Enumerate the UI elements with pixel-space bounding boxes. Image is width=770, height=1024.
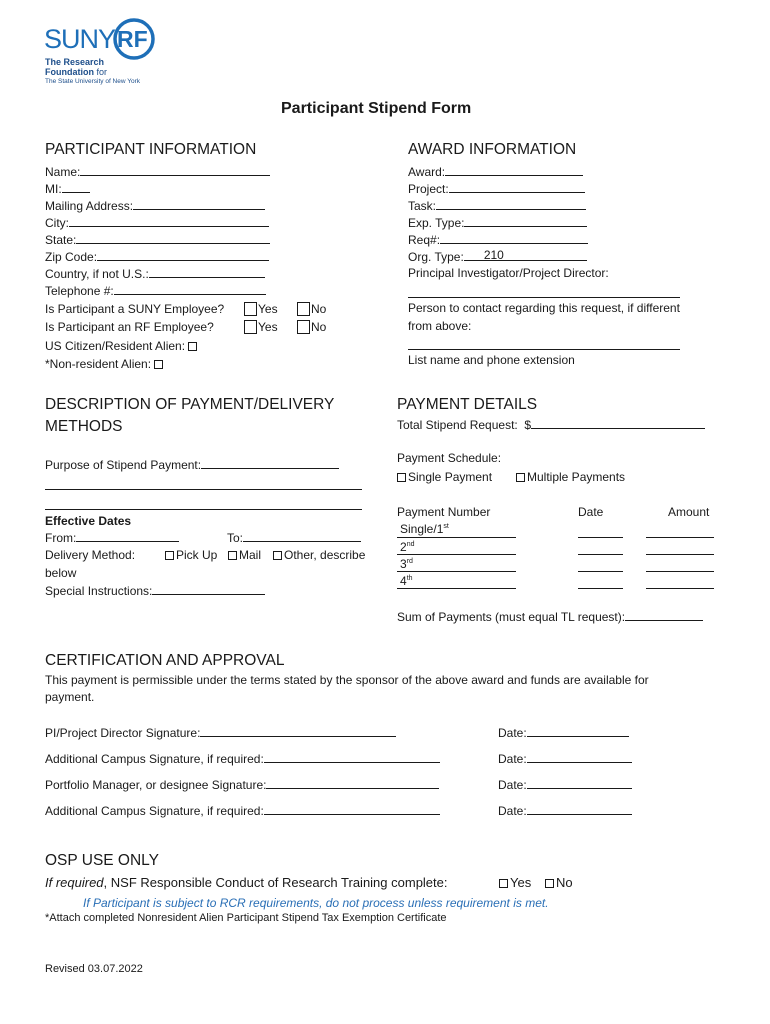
to-field[interactable] xyxy=(243,530,361,542)
org-type-label: Org. Type: xyxy=(408,250,464,264)
col-amount: Amount xyxy=(668,505,710,519)
col-date: Date xyxy=(578,505,604,519)
project-field[interactable] xyxy=(449,181,585,193)
req-field[interactable] xyxy=(440,232,588,244)
payment-amount-field-1[interactable] xyxy=(646,537,714,538)
schedule-label: Payment Schedule: xyxy=(397,451,502,465)
nsf-label: , NSF Responsible Conduct of Research Training complete: xyxy=(103,875,448,890)
additional-signature-2-label: Additional Campus Signature, if required: xyxy=(45,804,264,818)
task-field[interactable] xyxy=(436,198,586,210)
from-label: From: xyxy=(45,531,77,545)
pi-field[interactable] xyxy=(408,297,680,298)
country-label: Country, if not U.S.: xyxy=(45,267,149,281)
description-heading-2: METHODS xyxy=(45,418,123,435)
total-label: Total Stipend Request: xyxy=(397,418,518,432)
sum-field[interactable] xyxy=(625,609,703,621)
payment-date-field-1[interactable] xyxy=(578,537,623,538)
purpose-field[interactable] xyxy=(201,457,339,469)
state-field[interactable] xyxy=(76,232,270,244)
sum-label: Sum of Payments (must equal TL request): xyxy=(397,610,626,624)
city-label: City: xyxy=(45,216,69,230)
multiple-payments-label: Multiple Payments xyxy=(527,470,626,484)
special-instructions-field[interactable] xyxy=(152,583,265,595)
list-name-label: List name and phone extension xyxy=(408,353,575,367)
payment-date-field-4[interactable] xyxy=(578,588,623,589)
to-label: To: xyxy=(227,531,244,545)
project-label: Project: xyxy=(408,182,449,196)
payment-row-3: 3rd xyxy=(400,557,413,571)
suny-employee-yes-checkbox[interactable] xyxy=(244,302,257,316)
certification-heading: CERTIFICATION AND APPROVAL xyxy=(45,652,285,669)
purpose-label: Purpose of Stipend Payment: xyxy=(45,458,202,472)
logo-line2-for: for xyxy=(96,67,108,77)
logo-line2: Foundation xyxy=(45,67,94,77)
nonresident-label: *Non-resident Alien: xyxy=(45,357,152,371)
single-payment-label: Single Payment xyxy=(408,470,493,484)
additional-date-1-field[interactable] xyxy=(527,751,632,763)
payment-amount-field-4[interactable] xyxy=(646,588,714,589)
citizen-label: US Citizen/Resident Alien: xyxy=(45,339,186,353)
state-label: State: xyxy=(45,233,77,247)
contact-label-1: Person to contact regarding this request, if different xyxy=(408,301,680,315)
telephone-field[interactable] xyxy=(114,283,266,295)
additional-date-2-label: Date: xyxy=(498,804,527,818)
citizen-checkbox[interactable] xyxy=(188,342,197,351)
name-label: Name: xyxy=(45,165,81,179)
mailing-label: Mailing Address: xyxy=(45,199,134,213)
if-required-label: If required xyxy=(45,875,104,890)
purpose-field-line3[interactable] xyxy=(45,509,362,510)
additional-date-1-label: Date: xyxy=(498,752,527,766)
payment-row-2: 2nd xyxy=(400,540,415,554)
mi-field[interactable] xyxy=(62,181,90,193)
award-heading: AWARD INFORMATION xyxy=(408,141,577,158)
payment-row-1: Single/1st xyxy=(400,522,449,536)
pickup-label: Pick Up xyxy=(176,548,218,562)
form-title: Participant Stipend Form xyxy=(281,100,472,117)
pi-label: Principal Investigator/Project Director: xyxy=(408,266,609,280)
certification-text-2: payment. xyxy=(45,690,95,704)
award-field[interactable] xyxy=(445,164,583,176)
payment-number-field-3[interactable] xyxy=(397,571,516,572)
additional-signature-1-field[interactable] xyxy=(264,751,440,763)
nsf-no-checkbox[interactable] xyxy=(545,879,554,888)
award-label: Award: xyxy=(408,165,446,179)
mail-checkbox[interactable] xyxy=(228,551,237,560)
contact-field[interactable] xyxy=(408,349,680,350)
payment-number-field-4[interactable] xyxy=(397,588,516,589)
task-label: Task: xyxy=(408,199,437,213)
exp-type-field[interactable] xyxy=(464,215,587,227)
special-instructions-label: Special Instructions: xyxy=(45,584,153,598)
rf-employee-no-checkbox[interactable] xyxy=(297,320,310,334)
nsf-yes-checkbox[interactable] xyxy=(499,879,508,888)
payment-amount-field-2[interactable] xyxy=(646,554,714,555)
purpose-field-line2[interactable] xyxy=(45,489,362,490)
certification-text-1: This payment is permissible under the terms stated by the sponsor of the above award and funds are available for xyxy=(45,673,649,687)
additional-signature-1-label: Additional Campus Signature, if required: xyxy=(45,752,264,766)
payment-number-field-1[interactable] xyxy=(397,537,516,538)
payment-row-4: 4th xyxy=(400,574,413,588)
portfolio-date-field[interactable] xyxy=(527,777,632,789)
below-label: below xyxy=(45,566,77,580)
from-field[interactable] xyxy=(76,530,179,542)
pi-date-field[interactable] xyxy=(527,725,629,737)
pickup-checkbox[interactable] xyxy=(165,551,174,560)
payment-amount-field-3[interactable] xyxy=(646,571,714,572)
pi-signature-field[interactable] xyxy=(200,725,396,737)
revised-date: Revised 03.07.2022 xyxy=(45,963,143,975)
description-heading-1: DESCRIPTION OF PAYMENT/DELIVERY xyxy=(45,396,335,413)
zip-field[interactable] xyxy=(97,249,269,261)
portfolio-signature-label: Portfolio Manager, or designee Signature: xyxy=(45,778,267,792)
other-label: Other, describe xyxy=(284,548,366,562)
attach-note: *Attach completed Nonresident Alien Participant Stipend Tax Exemption Certificate xyxy=(45,912,447,924)
logo-line3: The State University of New York xyxy=(45,78,141,85)
payment-heading: PAYMENT DETAILS xyxy=(397,396,538,413)
payment-number-field-2[interactable] xyxy=(397,554,516,555)
city-field[interactable] xyxy=(69,215,269,227)
rf-employee-question: Is Participant an RF Employee? xyxy=(45,320,214,334)
payment-date-field-3[interactable] xyxy=(578,571,623,572)
nonresident-checkbox[interactable] xyxy=(154,360,163,369)
mi-label: MI: xyxy=(45,182,62,196)
payment-date-field-2[interactable] xyxy=(578,554,623,555)
rf-employee-yes-checkbox[interactable] xyxy=(244,320,257,334)
pi-date-label: Date: xyxy=(498,726,527,740)
country-field[interactable] xyxy=(149,266,265,278)
mailing-field[interactable] xyxy=(133,198,265,210)
additional-signature-2-field[interactable] xyxy=(264,803,440,815)
name-field[interactable] xyxy=(80,164,200,176)
nsf-no-label: No xyxy=(556,875,573,890)
additional-date-2-field[interactable] xyxy=(527,803,632,815)
req-label: Req#: xyxy=(408,233,441,247)
contact-label-2: from above: xyxy=(408,319,472,333)
mail-label: Mail xyxy=(239,548,262,562)
logo-line1: The Research xyxy=(45,57,105,67)
total-field[interactable] xyxy=(531,417,705,429)
portfolio-signature-field[interactable] xyxy=(266,777,439,789)
nsf-yes-label: Yes xyxy=(510,875,532,890)
exp-type-label: Exp. Type: xyxy=(408,216,465,230)
rcr-note: If Participant is subject to RCR requirements, do not process unless requirement is met. xyxy=(83,896,549,910)
dollar-sign: $ xyxy=(524,418,532,432)
org-type-field[interactable] xyxy=(464,249,587,261)
org-type-value: 210 xyxy=(483,248,504,262)
portfolio-date-label: Date: xyxy=(498,778,527,792)
participant-heading: PARTICIPANT INFORMATION xyxy=(45,141,257,158)
logo-suny: SUNY xyxy=(44,24,116,54)
suny-yes-label: Yes xyxy=(258,302,278,316)
suny-employee-no-checkbox[interactable] xyxy=(297,302,310,316)
multiple-payments-checkbox[interactable] xyxy=(516,473,525,482)
rf-yes-label: Yes xyxy=(258,320,278,334)
other-checkbox[interactable] xyxy=(273,551,282,560)
rf-no-label: No xyxy=(311,320,327,334)
suny-employee-question: Is Participant a SUNY Employee? xyxy=(45,302,225,316)
effective-dates-label: Effective Dates xyxy=(45,514,132,528)
col-payment-number: Payment Number xyxy=(397,505,491,519)
suny-no-label: No xyxy=(311,302,327,316)
telephone-label: Telephone #: xyxy=(45,284,114,298)
osp-heading: OSP USE ONLY xyxy=(45,852,159,869)
delivery-label: Delivery Method: xyxy=(45,548,136,562)
zip-label: Zip Code: xyxy=(45,250,98,264)
single-payment-checkbox[interactable] xyxy=(397,473,406,482)
logo-rf: RF xyxy=(117,26,148,52)
pi-signature-label: PI/Project Director Signature: xyxy=(45,726,201,740)
